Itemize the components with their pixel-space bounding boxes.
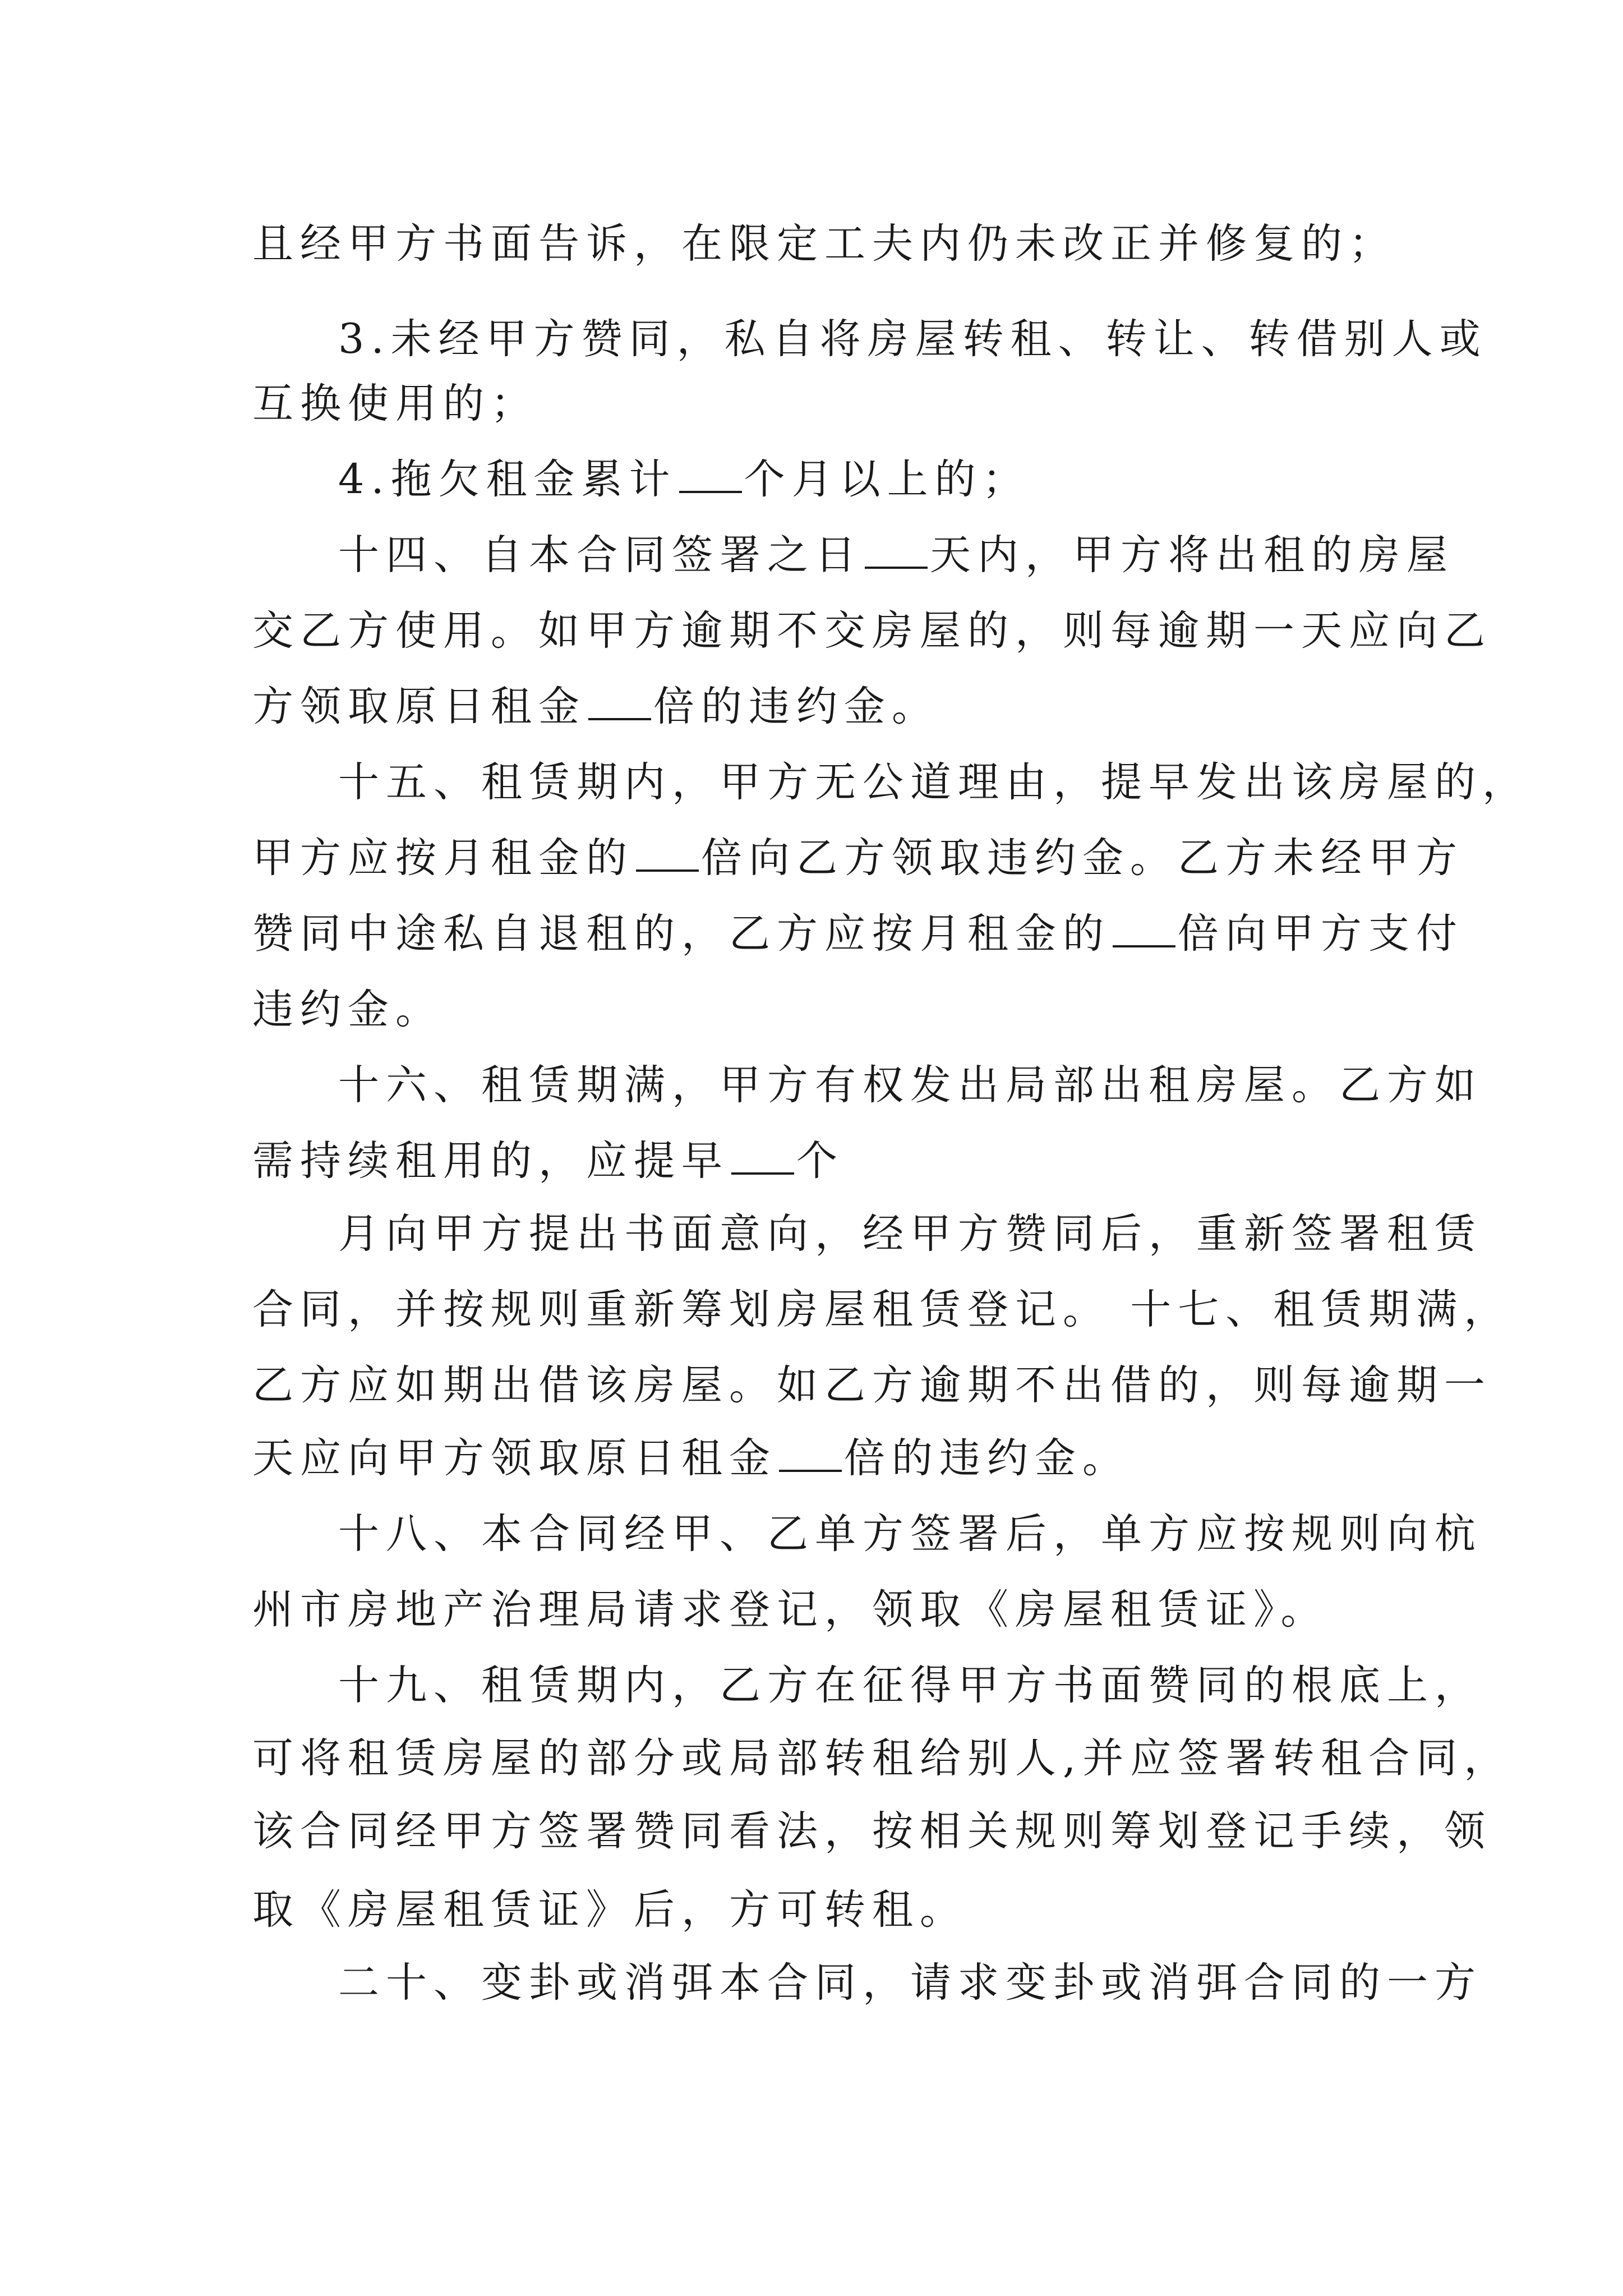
fill-in-blank (779, 1436, 842, 1472)
text-line (338, 1209, 1482, 1259)
text-segment: 方领取原日租金 (252, 683, 586, 730)
text-line (252, 833, 1464, 884)
text-segment: 合同，并按规则重新筹划房屋租赁登记。 十七、租赁期满， (252, 1286, 1512, 1333)
text-line (252, 1285, 1511, 1335)
text-segment: 月向甲方提出书面意向，经甲方赞同后，重新签署租赁 (338, 1210, 1482, 1258)
text-segment: 倍向乙方领取违约金。乙方未经甲方 (701, 834, 1464, 882)
text-line (338, 1509, 1482, 1559)
text-segment: 倍的违约金。 (653, 683, 939, 730)
text-line (252, 1733, 1511, 1784)
text-line (252, 909, 1464, 959)
text-segment: 十六、租赁期满，甲方有权发出局部出租房屋。乙方如 (338, 1061, 1482, 1109)
text-segment: 互换使用的； (252, 380, 538, 427)
text-segment: 倍的违约金。 (844, 1434, 1130, 1482)
text-line (252, 1136, 844, 1186)
text-segment: 交乙方使用。如甲方逾期不交房屋的，则每逾期一天应向乙 (252, 607, 1492, 655)
text-segment: 十四、自本合同签署之日 (338, 531, 863, 579)
text-segment: 违约金。 (252, 986, 443, 1033)
text-line (252, 606, 1492, 656)
text-segment: 天应向甲方领取原日租金 (252, 1434, 777, 1482)
text-line (252, 1433, 1130, 1484)
text-line (338, 454, 1030, 505)
fill-in-blank (679, 457, 742, 493)
text-segment: 取《房屋租赁证》后，方可转租。 (252, 1886, 967, 1934)
text-segment: 甲方应按月租金的 (252, 834, 634, 882)
text-line (252, 682, 939, 732)
text-segment: 赞同中途私自退租的，乙方应按月租金的 (252, 910, 1110, 958)
text-line (252, 1360, 1492, 1411)
text-segment: 个月以上的； (744, 455, 1030, 503)
text-line (338, 1060, 1482, 1111)
text-segment: 乙方应如期出借该房屋。如乙方逾期不出借的，则每逾期一 (252, 1361, 1492, 1409)
text-line (252, 1885, 967, 1935)
fill-in-blank (636, 836, 699, 872)
text-line (338, 1660, 1482, 1711)
text-line (252, 1806, 1492, 1857)
text-segment: 4.拖欠租金累计 (338, 455, 677, 503)
fill-in-blank (865, 533, 928, 569)
text-segment: 十五、租赁期内，甲方无公道理由，提早发出该房屋的， (338, 758, 1530, 806)
text-segment: 该合同经甲方签署赞同看法，按相关规则筹划登记手续，领 (252, 1807, 1492, 1855)
text-segment: 天内，甲方将出租的房屋 (930, 531, 1454, 579)
text-line (252, 379, 538, 429)
text-segment: 且经甲方书面告诉，在限定工夫内仍未改正并修复的； (252, 220, 1396, 268)
fill-in-blank (731, 1139, 794, 1175)
text-segment: 十八、本合同经甲、乙单方签署后，单方应按规则向杭 (338, 1510, 1482, 1558)
text-line (338, 757, 1530, 808)
text-segment: 十九、租赁期内，乙方在征得甲方书面赞同的根底上， (338, 1662, 1482, 1709)
text-line (338, 530, 1454, 581)
text-segment: 可将租赁房屋的部分或局部转租给别人,并应签署转租合同， (252, 1734, 1512, 1782)
text-segment: 倍向甲方支付 (1178, 910, 1464, 958)
text-segment: 州市房地产治理局请求登记，领取《房屋租赁证》。 (252, 1586, 1329, 1634)
text-line (338, 314, 1487, 365)
fill-in-blank (1113, 912, 1175, 947)
text-line (252, 219, 1396, 269)
text-segment: 个 (796, 1137, 844, 1185)
text-line (338, 1958, 1482, 2008)
text-segment: 3.未经甲方赞同，私自将房屋转租、转让、转借别人或 (338, 315, 1487, 363)
text-line (252, 984, 443, 1035)
text-segment: 需持续租用的，应提早 (252, 1137, 729, 1185)
text-line (252, 1585, 1329, 1635)
text-segment: 二十、变卦或消弭本合同，请求变卦或消弭合同的一方 (338, 1959, 1482, 2007)
fill-in-blank (588, 684, 651, 720)
